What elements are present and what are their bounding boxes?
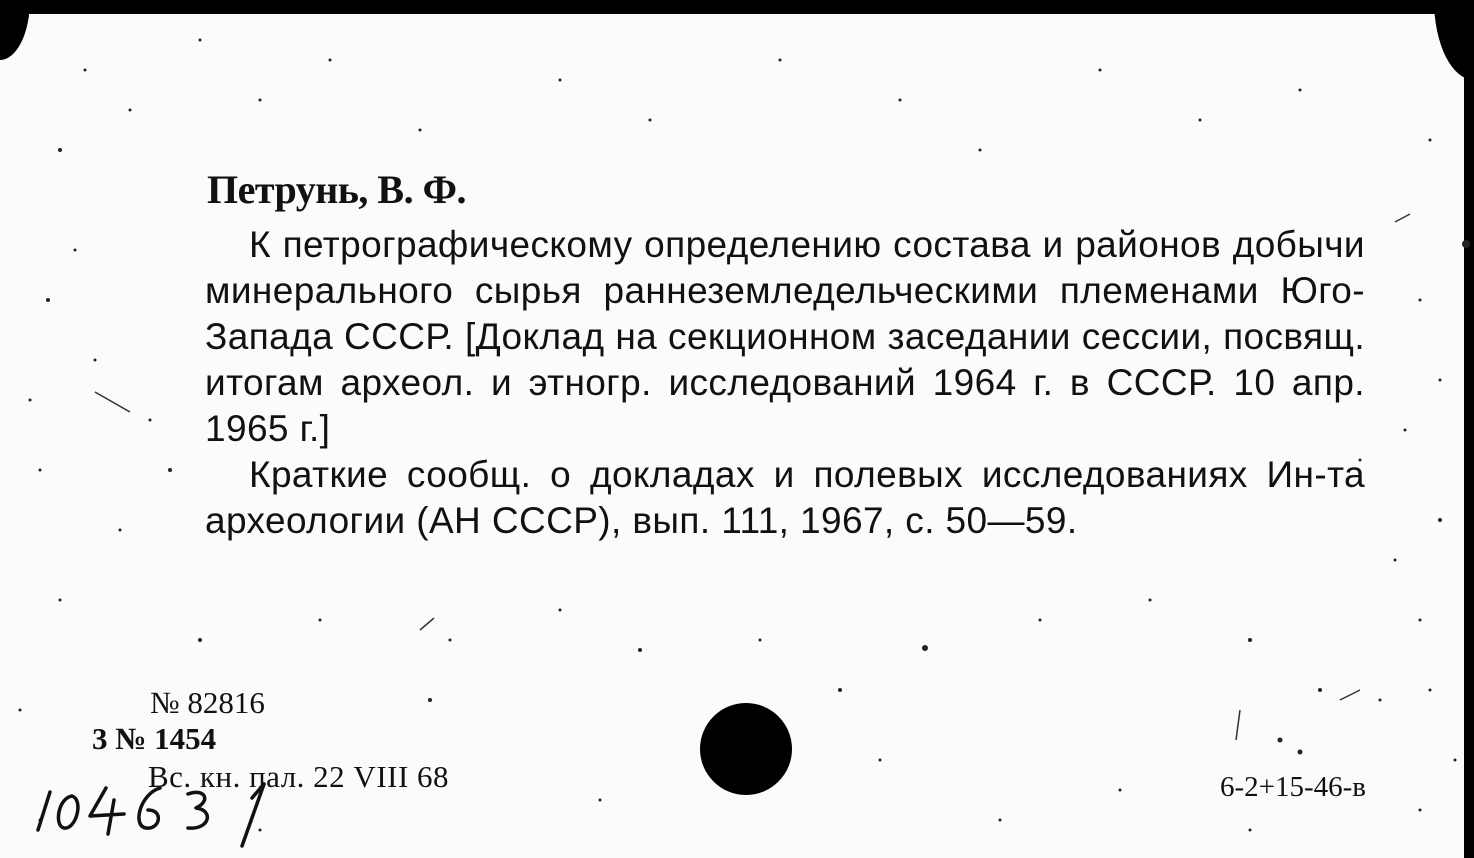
bibliographic-entry	[205, 222, 1365, 544]
title-paragraph: К петрографическому определению состава и районов добычи минерального сырья раннеземледельческими племенами Юго-Запада СССР. [Доклад на секционном заседании сессии, посвящ. итогам археол. и этногр. исследований 1964 г. в СССР. 10 апр. 1965 г.]	[205, 224, 1365, 449]
source-paragraph: Краткие сообщ. о докладах и полевых исследованиях Ин-та археологии (АН СССР), вып. 111, 1967, с. 50—59.	[205, 454, 1365, 541]
accession-number: № 82816	[150, 685, 265, 720]
classification-code: 6-2+15-46-в	[1219, 771, 1366, 803]
author-heading: Петрунь, В. Ф.	[207, 167, 466, 212]
handwritten-number-signature	[28, 770, 288, 850]
chamber-note: Вс. кн. пал. 22 VIII 68	[148, 759, 450, 794]
order-number: 3 № 1454	[92, 721, 217, 756]
punch-hole	[700, 703, 792, 795]
